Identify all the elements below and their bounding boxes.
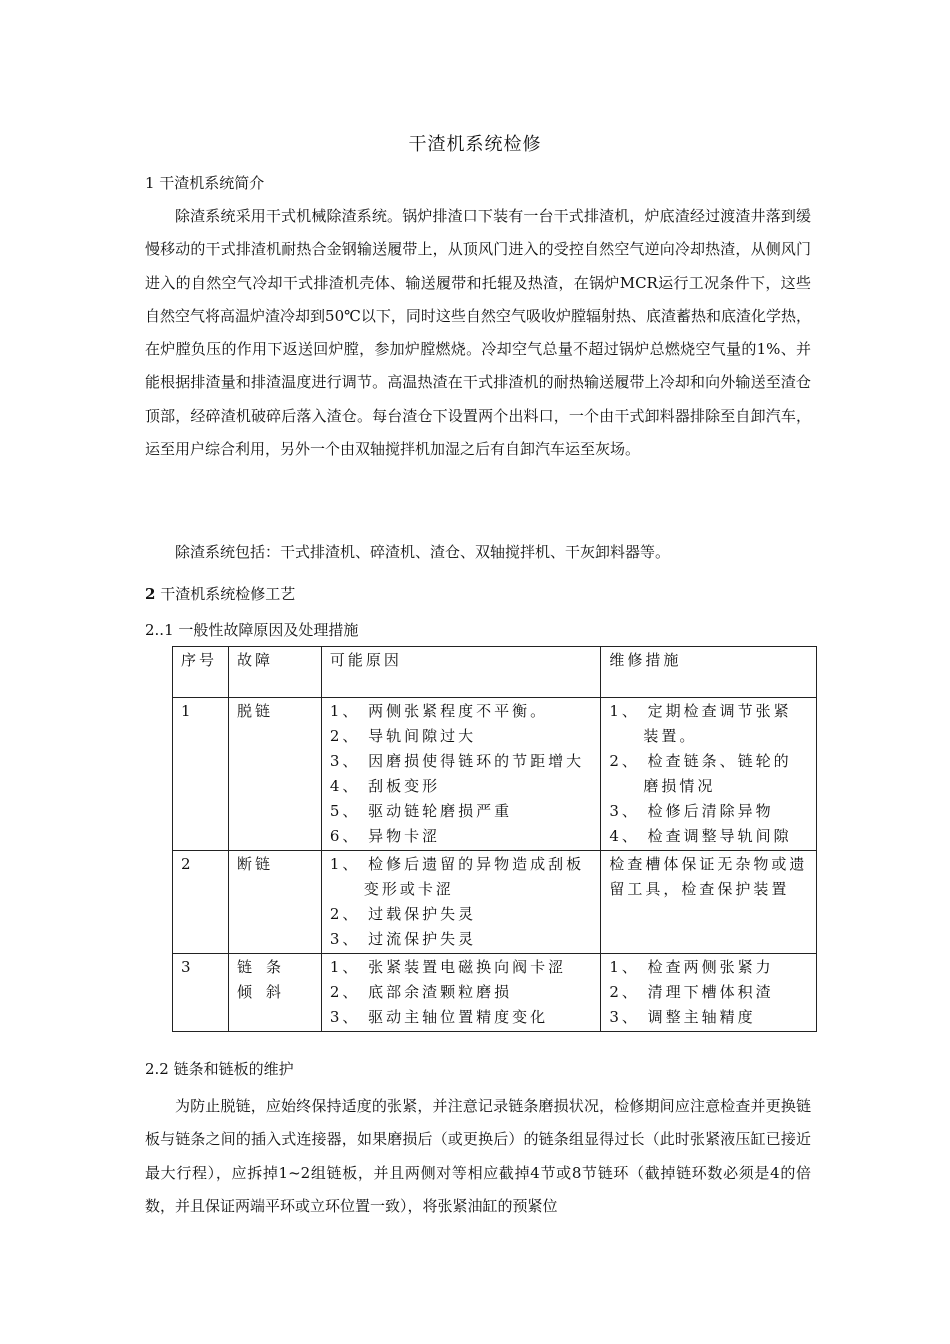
cause-item: 3、 因磨损使得链环的节距增大 [329, 752, 585, 770]
cause-item: 5、 驱动链轮磨损严重 [329, 802, 513, 820]
header-cell-causes: 可能原因 [321, 647, 601, 698]
row-causes [321, 954, 601, 1032]
measure-item: 3、 检修后清除异物 [609, 802, 774, 820]
cause-item: 3、 过流保护失灵 [329, 930, 477, 948]
header-cell-fault: 故障 [228, 647, 321, 698]
section-1-paragraph-2: 除渣系统包括：干式排渣机、碎渣机、渣仓、双轴搅拌机、干灰卸料器等。 [175, 543, 671, 561]
table-row [173, 851, 817, 954]
table-row [173, 954, 817, 1032]
measure-item: 2、 清理下槽体积渣 [609, 983, 774, 1001]
section-2-number: 2 [145, 585, 156, 603]
section-1-paragraph-1: 除渣系统采用干式机械除渣系统。锅炉排渣口下装有一台干式排渣机，炉底渣经过渡渣井落到缓慢移动的干式排渣机耐热合金钢输送履带上，从顶风门进入的受控自然空气逆向冷却热渣，从侧风门进入的自然空气冷却干式排渣机壳体、输送履带和托辊及热渣，在锅炉MCR运行工况条件下，这些自然空气将高温炉渣冷却到50℃以下，同时这些自然空气吸收炉膛辐射热、底渣蓄热和底渣化学热，在炉膛负压的作用下返送回炉膛，参加炉膛燃烧。冷却空气总量不超过锅炉总燃烧空气量的1%、并能根据排渣量和排渣温度进行调节。高温热渣在干式排渣机的耐热输送履带上冷却和向外输送至渣仓顶部，经碎渣机破碎后落入渣仓。每台渣仓下设置两个出料口，一个由干式卸料器排除至自卸汽车，运至用户综合利用，另外一个由双轴搅拌机加湿之后有自卸汽车运至灰场。 [145, 207, 811, 459]
row-fault: 链条倾斜 [228, 954, 321, 1032]
measure-item: 4、 检查调整导轨间隙 [609, 827, 792, 845]
measure-item: 3、 调整主轴精度 [609, 1008, 756, 1026]
row-number: 2 [173, 851, 229, 954]
row-number: 1 [173, 698, 229, 851]
row-causes [321, 851, 601, 954]
fault-table [172, 646, 817, 1032]
header-cell-measures: 维修措施 [601, 647, 817, 698]
subsection-2-2-heading: 2.2 链条和链板的维护 [145, 1060, 294, 1078]
row-measures [601, 698, 817, 851]
section-2-title: 干渣机系统检修工艺 [155, 585, 296, 603]
section-2-2-paragraph: 为防止脱链，应始终保持适度的张紧，并注意记录链条磨损状况，检修期间应注意检查并更换链板与链条之间的插入式连接器，如果磨损后（或更换后）的链条组显得过长（此时张紧液压缸已接近最大行程），应拆掉1~2组链板，并且两侧对等相应截掉4节或8节链环（截掉链环数必须是4的倍数，并且保证两端平环或立环位置一致），将张紧油缸的预紧位 [145, 1097, 811, 1215]
row-fault: 脱链 [228, 698, 321, 851]
cause-item: 4、 刮板变形 [329, 777, 441, 795]
row-fault: 断链 [228, 851, 321, 954]
table-row [173, 698, 817, 851]
measure-item: 1、 检查两侧张紧力 [609, 958, 774, 976]
row-measures [601, 851, 817, 954]
measure-item: 1、 定期检查调节张紧装置。 [609, 702, 792, 745]
cause-item: 1、 检修后遗留的异物造成刮板变形或卡涩 [329, 855, 585, 898]
cause-item: 2、 导轨间隙过大 [329, 727, 477, 745]
table-header-row [173, 647, 817, 698]
section-2-heading [145, 583, 295, 604]
cause-item: 2、 底部余渣颗粒磨损 [329, 983, 513, 1001]
measure-item: 2、 检查链条、链轮的磨损情况 [609, 752, 792, 795]
cause-item: 1、 张紧装置电磁换向阀卡涩 [329, 958, 567, 976]
section-1-heading: 1 干渣机系统简介 [145, 174, 265, 192]
row-measures [601, 954, 817, 1032]
row-causes [321, 698, 601, 851]
cause-item: 2、 过载保护失灵 [329, 905, 477, 923]
page-title: 干渣机系统检修 [408, 134, 542, 155]
cause-item: 6、 异物卡涩 [329, 827, 441, 845]
row-number: 3 [173, 954, 229, 1032]
cause-item: 1、 两侧张紧程度不平衡。 [329, 702, 549, 720]
subsection-2-1-heading: 2..1 一般性故障原因及处理措施 [145, 621, 359, 639]
header-cell-number: 序号 [173, 647, 229, 698]
measure-item: 检查槽体保证无杂物或遗留工具，检查保护装置 [609, 855, 808, 898]
cause-item: 3、 驱动主轴位置精度变化 [329, 1008, 549, 1026]
